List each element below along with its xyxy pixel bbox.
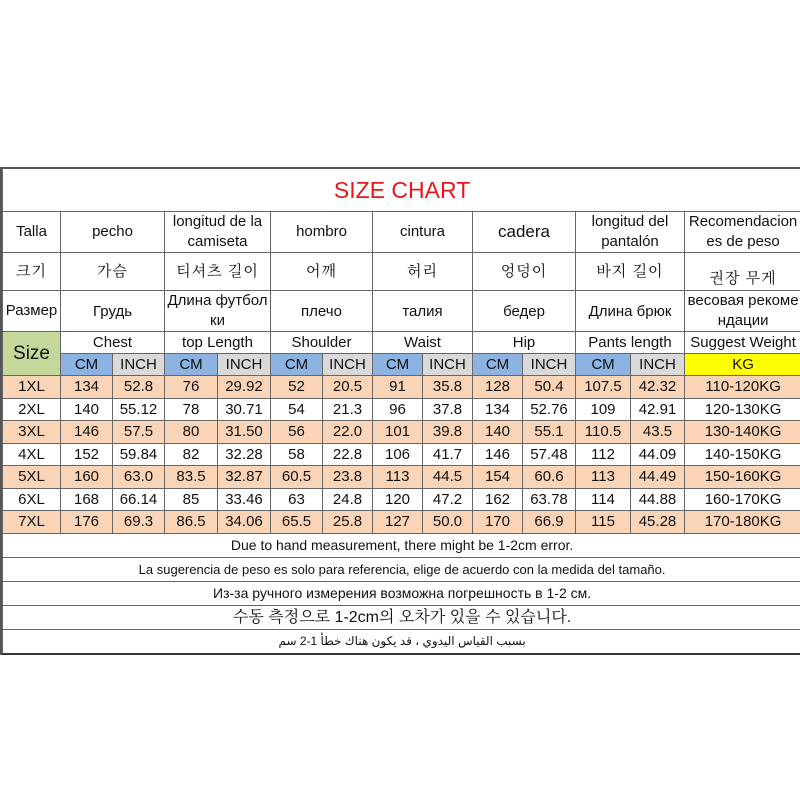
waist-inch: 50.0 [423, 511, 473, 534]
shoulder-cm: 56 [271, 421, 323, 444]
size-cell: 1XL [3, 376, 61, 399]
header-row-english [3, 332, 800, 354]
chest-cm: 176 [61, 511, 113, 534]
table-row [3, 511, 800, 534]
shoulder-inch: 22.0 [323, 421, 373, 444]
header-es-chest: pecho [61, 212, 165, 253]
header-ko-shoulder: 어깨 [271, 253, 373, 291]
hip-cm: 154 [473, 466, 523, 489]
unit-cm: CM [576, 354, 631, 376]
pants-cm: 112 [576, 443, 631, 466]
header-row-russian [3, 291, 800, 332]
waist-cm: 101 [373, 421, 423, 444]
size-cell: 2XL [3, 398, 61, 421]
header-ru-hip: бедер [473, 291, 576, 332]
hip-cm: 170 [473, 511, 523, 534]
header-ru-top-length: Длина футболки [165, 291, 271, 332]
chest-inch: 59.84 [113, 443, 165, 466]
header-es-pants-length: longitud del pantalón [576, 212, 685, 253]
shoulder-inch: 22.8 [323, 443, 373, 466]
header-es-weight: Recomendaciones de peso [685, 212, 800, 253]
header-es-hip: cadera [473, 212, 576, 253]
note-russian: Из-за ручного измерения возможна погрешность в 1-2 см. [3, 581, 800, 605]
note-spanish: La sugerencia de peso es solo para referencia, elige de acuerdo con la medida del tamaño. [3, 557, 800, 581]
pants-inch: 42.91 [631, 398, 685, 421]
shoulder-cm: 65.5 [271, 511, 323, 534]
hip-cm: 162 [473, 488, 523, 511]
table-row [3, 398, 800, 421]
chest-cm: 152 [61, 443, 113, 466]
pants-inch: 45.28 [631, 511, 685, 534]
header-en-weight: Suggest Weight [685, 332, 800, 354]
note-korean: 수동 측정으로 1-2cm의 오차가 있을 수 있습니다. [3, 605, 800, 629]
header-en-waist: Waist [373, 332, 473, 354]
header-ru-chest: Грудь [61, 291, 165, 332]
table-row [3, 488, 800, 511]
header-ko-chest: 가슴 [61, 253, 165, 291]
size-cell: 3XL [3, 421, 61, 444]
waist-cm: 127 [373, 511, 423, 534]
pants-cm: 107.5 [576, 376, 631, 399]
weight-cell: 110-120KG [685, 376, 800, 399]
waist-inch: 41.7 [423, 443, 473, 466]
waist-inch: 47.2 [423, 488, 473, 511]
chart-title: SIZE CHART [3, 169, 800, 212]
top-cm: 80 [165, 421, 218, 444]
hip-inch: 55.1 [523, 421, 576, 444]
header-en-top-length: top Length [165, 332, 271, 354]
header-ru-weight: весовая рекомендации [685, 291, 800, 332]
header-es-size: Talla [3, 212, 61, 253]
table-row [3, 421, 800, 444]
size-cell: 7XL [3, 511, 61, 534]
size-cell: 6XL [3, 488, 61, 511]
pants-inch: 44.09 [631, 443, 685, 466]
shoulder-inch: 20.5 [323, 376, 373, 399]
header-ko-weight: 권장 무게 [685, 253, 800, 291]
chest-cm: 160 [61, 466, 113, 489]
size-cell: 5XL [3, 466, 61, 489]
header-en-hip: Hip [473, 332, 576, 354]
header-ko-pants-length: 바지 길이 [576, 253, 685, 291]
header-ko-hip: 엉덩이 [473, 253, 576, 291]
table-row [3, 443, 800, 466]
hip-inch: 57.48 [523, 443, 576, 466]
unit-cm: CM [271, 354, 323, 376]
pants-inch: 42.32 [631, 376, 685, 399]
shoulder-inch: 23.8 [323, 466, 373, 489]
header-row-korean [3, 253, 800, 291]
unit-row [3, 354, 800, 376]
header-en-shoulder: Shoulder [271, 332, 373, 354]
pants-inch: 44.49 [631, 466, 685, 489]
chest-inch: 69.3 [113, 511, 165, 534]
shoulder-cm: 52 [271, 376, 323, 399]
unit-cm: CM [61, 354, 113, 376]
unit-inch: INCH [113, 354, 165, 376]
header-ko-waist: 허리 [373, 253, 473, 291]
waist-cm: 113 [373, 466, 423, 489]
pants-cm: 113 [576, 466, 631, 489]
unit-cm: CM [473, 354, 523, 376]
size-label: Size [3, 332, 61, 376]
pants-cm: 114 [576, 488, 631, 511]
waist-cm: 120 [373, 488, 423, 511]
top-inch: 29.92 [218, 376, 271, 399]
hip-inch: 63.78 [523, 488, 576, 511]
header-ko-size: 크기 [3, 253, 61, 291]
weight-cell: 160-170KG [685, 488, 800, 511]
hip-cm: 140 [473, 421, 523, 444]
chest-inch: 63.0 [113, 466, 165, 489]
top-inch: 33.46 [218, 488, 271, 511]
shoulder-cm: 58 [271, 443, 323, 466]
header-ru-waist: талия [373, 291, 473, 332]
unit-cm: CM [373, 354, 423, 376]
size-cell: 4XL [3, 443, 61, 466]
shoulder-inch: 21.3 [323, 398, 373, 421]
size-chart [0, 167, 800, 655]
hip-inch: 52.76 [523, 398, 576, 421]
shoulder-cm: 60.5 [271, 466, 323, 489]
top-inch: 32.28 [218, 443, 271, 466]
pants-inch: 44.88 [631, 488, 685, 511]
shoulder-inch: 24.8 [323, 488, 373, 511]
top-inch: 32.87 [218, 466, 271, 489]
unit-kg: KG [685, 354, 800, 376]
header-en-pants-length: Pants length [576, 332, 685, 354]
header-es-waist: cintura [373, 212, 473, 253]
waist-inch: 44.5 [423, 466, 473, 489]
header-ru-shoulder: плечо [271, 291, 373, 332]
top-cm: 86.5 [165, 511, 218, 534]
top-cm: 78 [165, 398, 218, 421]
unit-inch: INCH [323, 354, 373, 376]
hip-cm: 128 [473, 376, 523, 399]
chest-cm: 134 [61, 376, 113, 399]
waist-inch: 39.8 [423, 421, 473, 444]
chest-cm: 168 [61, 488, 113, 511]
table-row [3, 376, 800, 399]
hip-inch: 50.4 [523, 376, 576, 399]
weight-cell: 140-150KG [685, 443, 800, 466]
hip-cm: 134 [473, 398, 523, 421]
header-es-shoulder: hombro [271, 212, 373, 253]
size-chart-table [2, 169, 800, 655]
pants-inch: 43.5 [631, 421, 685, 444]
weight-cell: 130-140KG [685, 421, 800, 444]
top-cm: 85 [165, 488, 218, 511]
shoulder-inch: 25.8 [323, 511, 373, 534]
top-inch: 34.06 [218, 511, 271, 534]
hip-cm: 146 [473, 443, 523, 466]
unit-inch: INCH [631, 354, 685, 376]
waist-cm: 91 [373, 376, 423, 399]
waist-inch: 37.8 [423, 398, 473, 421]
top-inch: 31.50 [218, 421, 271, 444]
top-cm: 82 [165, 443, 218, 466]
waist-inch: 35.8 [423, 376, 473, 399]
unit-inch: INCH [423, 354, 473, 376]
chest-inch: 55.12 [113, 398, 165, 421]
header-en-chest: Chest [61, 332, 165, 354]
table-row [3, 466, 800, 489]
hip-inch: 66.9 [523, 511, 576, 534]
pants-cm: 109 [576, 398, 631, 421]
waist-cm: 106 [373, 443, 423, 466]
header-row-spanish [3, 212, 800, 253]
weight-cell: 170-180KG [685, 511, 800, 534]
waist-cm: 96 [373, 398, 423, 421]
header-es-top-length: longitud de la camiseta [165, 212, 271, 253]
chest-cm: 140 [61, 398, 113, 421]
weight-cell: 150-160KG [685, 466, 800, 489]
pants-cm: 110.5 [576, 421, 631, 444]
note-english: Due to hand measurement, there might be 1-2cm error. [3, 533, 800, 557]
shoulder-cm: 63 [271, 488, 323, 511]
chest-inch: 52.8 [113, 376, 165, 399]
top-cm: 76 [165, 376, 218, 399]
shoulder-cm: 54 [271, 398, 323, 421]
note-arabic: بسبب القياس اليدوي ، قد يكون هناك خطأ 1-2 سم [3, 629, 800, 654]
unit-cm: CM [165, 354, 218, 376]
chest-inch: 66.14 [113, 488, 165, 511]
header-ko-top-length: 티셔츠 길이 [165, 253, 271, 291]
unit-inch: INCH [218, 354, 271, 376]
header-ru-size: Размер [3, 291, 61, 332]
hip-inch: 60.6 [523, 466, 576, 489]
chest-cm: 146 [61, 421, 113, 444]
pants-cm: 115 [576, 511, 631, 534]
header-ru-pants-length: Длина брюк [576, 291, 685, 332]
top-inch: 30.71 [218, 398, 271, 421]
weight-cell: 120-130KG [685, 398, 800, 421]
top-cm: 83.5 [165, 466, 218, 489]
unit-inch: INCH [523, 354, 576, 376]
chest-inch: 57.5 [113, 421, 165, 444]
